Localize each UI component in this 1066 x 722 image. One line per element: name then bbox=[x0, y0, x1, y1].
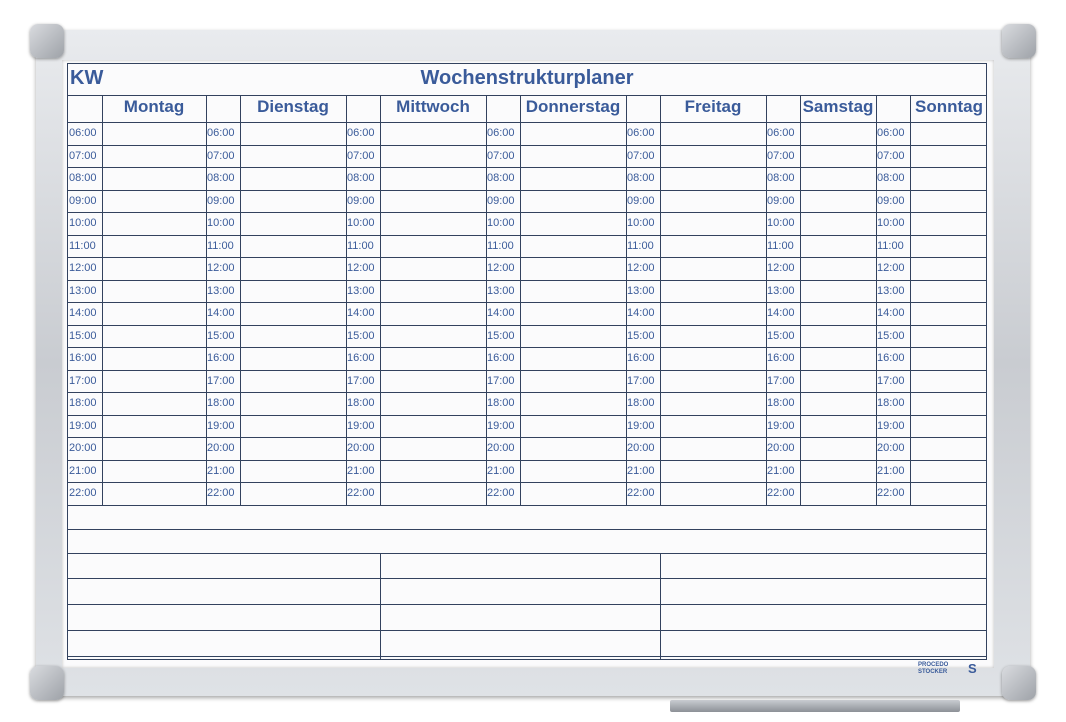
frame-corner-top-left bbox=[30, 24, 64, 58]
time-label: 09:00 bbox=[877, 194, 905, 207]
time-label: 17:00 bbox=[877, 374, 905, 387]
time-label: 07:00 bbox=[69, 149, 97, 162]
day-header-mittwoch: Mittwoch bbox=[396, 97, 470, 116]
time-label: 22:00 bbox=[487, 487, 515, 499]
time-label: 07:00 bbox=[487, 149, 515, 162]
time-label: 11:00 bbox=[487, 239, 514, 252]
time-label: 16:00 bbox=[487, 352, 515, 364]
kw-label: KW bbox=[70, 67, 104, 89]
time-label: 13:00 bbox=[207, 284, 235, 297]
time-label: 18:00 bbox=[347, 397, 375, 409]
time-label: 21:00 bbox=[69, 464, 97, 477]
day-header-dienstag: Dienstag bbox=[257, 97, 329, 116]
time-label: 11:00 bbox=[627, 239, 654, 252]
time-label: 09:00 bbox=[627, 194, 655, 207]
time-label: 22:00 bbox=[347, 487, 375, 499]
time-label: 06:00 bbox=[69, 127, 97, 139]
time-label: 14:00 bbox=[487, 307, 515, 319]
time-label: 06:00 bbox=[877, 127, 905, 139]
time-label: 21:00 bbox=[347, 464, 375, 477]
time-label: 18:00 bbox=[69, 397, 97, 409]
time-label: 13:00 bbox=[487, 284, 515, 297]
brand-logo bbox=[918, 662, 948, 676]
time-label: 18:00 bbox=[767, 397, 795, 409]
notes-row-line bbox=[68, 553, 986, 554]
notes-row-line bbox=[68, 656, 986, 657]
time-label: 15:00 bbox=[487, 329, 515, 342]
time-label: 08:00 bbox=[487, 172, 515, 184]
time-label: 13:00 bbox=[69, 284, 97, 297]
time-label: 10:00 bbox=[347, 217, 375, 229]
day-header-samstag: Samstag bbox=[802, 97, 874, 116]
time-label: 06:00 bbox=[347, 127, 375, 139]
time-label: 16:00 bbox=[877, 352, 905, 364]
time-label: 07:00 bbox=[627, 149, 655, 162]
blank-row-line bbox=[68, 529, 986, 530]
time-label: 09:00 bbox=[347, 194, 375, 207]
time-label: 12:00 bbox=[767, 262, 795, 274]
brand-mark-icon: S bbox=[968, 661, 977, 676]
notes-row-line bbox=[68, 604, 986, 605]
brand-line2: STOCKER bbox=[918, 669, 948, 675]
time-label: 09:00 bbox=[69, 194, 97, 207]
time-label: 14:00 bbox=[877, 307, 905, 319]
time-label: 21:00 bbox=[767, 464, 795, 477]
time-label: 14:00 bbox=[207, 307, 235, 319]
time-label: 14:00 bbox=[347, 307, 375, 319]
time-label: 22:00 bbox=[627, 487, 655, 499]
planner-title: Wochenstrukturplaner bbox=[420, 67, 634, 89]
time-label: 20:00 bbox=[877, 442, 905, 454]
week-planner-grid bbox=[67, 63, 987, 660]
time-label: 12:00 bbox=[347, 262, 375, 274]
frame-corner-bottom-right bbox=[1002, 666, 1036, 700]
brand-line1: PROCEDO bbox=[918, 662, 949, 668]
time-label: 22:00 bbox=[877, 487, 905, 499]
time-label: 19:00 bbox=[207, 419, 235, 432]
time-label: 22:00 bbox=[69, 487, 97, 499]
time-label: 19:00 bbox=[877, 419, 905, 432]
time-label: 17:00 bbox=[767, 374, 795, 387]
time-label: 15:00 bbox=[627, 329, 655, 342]
time-label: 15:00 bbox=[877, 329, 905, 342]
time-label: 14:00 bbox=[627, 307, 655, 319]
time-label: 15:00 bbox=[69, 329, 97, 342]
time-label: 18:00 bbox=[207, 397, 235, 409]
time-label: 08:00 bbox=[767, 172, 795, 184]
time-label: 21:00 bbox=[487, 464, 515, 477]
notes-divider-line bbox=[660, 553, 661, 660]
time-label: 22:00 bbox=[207, 487, 235, 499]
time-label: 18:00 bbox=[487, 397, 515, 409]
time-label: 19:00 bbox=[69, 419, 97, 432]
time-label: 07:00 bbox=[767, 149, 795, 162]
time-label: 07:00 bbox=[877, 149, 905, 162]
time-row-line bbox=[68, 505, 986, 506]
time-label: 13:00 bbox=[877, 284, 905, 297]
time-label: 09:00 bbox=[487, 194, 515, 207]
time-label: 12:00 bbox=[69, 262, 97, 274]
time-label: 11:00 bbox=[767, 239, 794, 252]
time-label: 06:00 bbox=[487, 127, 515, 139]
time-label: 06:00 bbox=[767, 127, 795, 139]
time-label: 08:00 bbox=[877, 172, 905, 184]
time-label: 19:00 bbox=[347, 419, 375, 432]
frame-corner-bottom-left bbox=[30, 666, 64, 700]
time-label: 14:00 bbox=[69, 307, 97, 319]
time-label: 12:00 bbox=[877, 262, 905, 274]
time-label: 08:00 bbox=[207, 172, 235, 184]
time-label: 20:00 bbox=[767, 442, 795, 454]
time-label: 20:00 bbox=[347, 442, 375, 454]
time-label: 19:00 bbox=[767, 419, 795, 432]
notes-divider-line bbox=[380, 553, 381, 660]
time-label: 19:00 bbox=[627, 419, 655, 432]
time-label: 10:00 bbox=[69, 217, 97, 229]
time-label: 07:00 bbox=[347, 149, 375, 162]
time-label: 22:00 bbox=[767, 487, 795, 499]
day-header-montag: Montag bbox=[123, 97, 185, 116]
time-label: 20:00 bbox=[69, 442, 97, 454]
time-label: 08:00 bbox=[69, 172, 97, 184]
time-label: 06:00 bbox=[627, 127, 655, 139]
time-label: 06:00 bbox=[207, 127, 235, 139]
time-label: 20:00 bbox=[207, 442, 235, 454]
time-label: 16:00 bbox=[69, 352, 97, 364]
day-header-donnerstag: Donnerstag bbox=[525, 97, 621, 116]
title-row bbox=[68, 64, 986, 95]
time-label: 17:00 bbox=[487, 374, 515, 387]
time-label: 11:00 bbox=[207, 239, 234, 252]
time-label: 07:00 bbox=[207, 149, 235, 162]
day-header-sonntag: Sonntag bbox=[915, 97, 983, 116]
time-label: 08:00 bbox=[627, 172, 655, 184]
time-label: 18:00 bbox=[877, 397, 905, 409]
time-label: 20:00 bbox=[627, 442, 655, 454]
time-label: 17:00 bbox=[69, 374, 97, 387]
notes-row-line bbox=[68, 578, 986, 579]
time-label: 09:00 bbox=[207, 194, 235, 207]
time-label: 12:00 bbox=[627, 262, 655, 274]
time-label: 08:00 bbox=[347, 172, 375, 184]
time-label: 18:00 bbox=[627, 397, 655, 409]
time-label: 10:00 bbox=[627, 217, 655, 229]
time-label: 13:00 bbox=[627, 284, 655, 297]
time-label: 14:00 bbox=[767, 307, 795, 319]
time-label: 12:00 bbox=[487, 262, 515, 274]
time-label: 19:00 bbox=[487, 419, 515, 432]
time-label: 20:00 bbox=[487, 442, 515, 454]
time-label: 13:00 bbox=[767, 284, 795, 297]
time-label: 16:00 bbox=[347, 352, 375, 364]
day-header-freitag: Freitag bbox=[684, 97, 742, 116]
marker-tray bbox=[670, 700, 960, 712]
time-label: 11:00 bbox=[347, 239, 374, 252]
time-label: 13:00 bbox=[347, 284, 375, 297]
time-label: 15:00 bbox=[347, 329, 375, 342]
time-label: 17:00 bbox=[627, 374, 655, 387]
time-label: 16:00 bbox=[627, 352, 655, 364]
time-label: 09:00 bbox=[767, 194, 795, 207]
time-label: 10:00 bbox=[207, 217, 235, 229]
time-label: 12:00 bbox=[207, 262, 235, 274]
time-label: 11:00 bbox=[877, 239, 904, 252]
time-label: 17:00 bbox=[207, 374, 235, 387]
time-label: 21:00 bbox=[207, 464, 235, 477]
time-label: 11:00 bbox=[69, 239, 96, 252]
time-label: 21:00 bbox=[877, 464, 905, 477]
time-label: 10:00 bbox=[767, 217, 795, 229]
time-label: 16:00 bbox=[767, 352, 795, 364]
time-label: 15:00 bbox=[767, 329, 795, 342]
time-label: 15:00 bbox=[207, 329, 235, 342]
notes-row-line bbox=[68, 630, 986, 631]
time-label: 17:00 bbox=[347, 374, 375, 387]
frame-corner-top-right bbox=[1002, 24, 1036, 58]
time-label: 10:00 bbox=[487, 217, 515, 229]
time-label: 16:00 bbox=[207, 352, 235, 364]
time-label: 10:00 bbox=[877, 217, 905, 229]
time-label: 21:00 bbox=[627, 464, 655, 477]
